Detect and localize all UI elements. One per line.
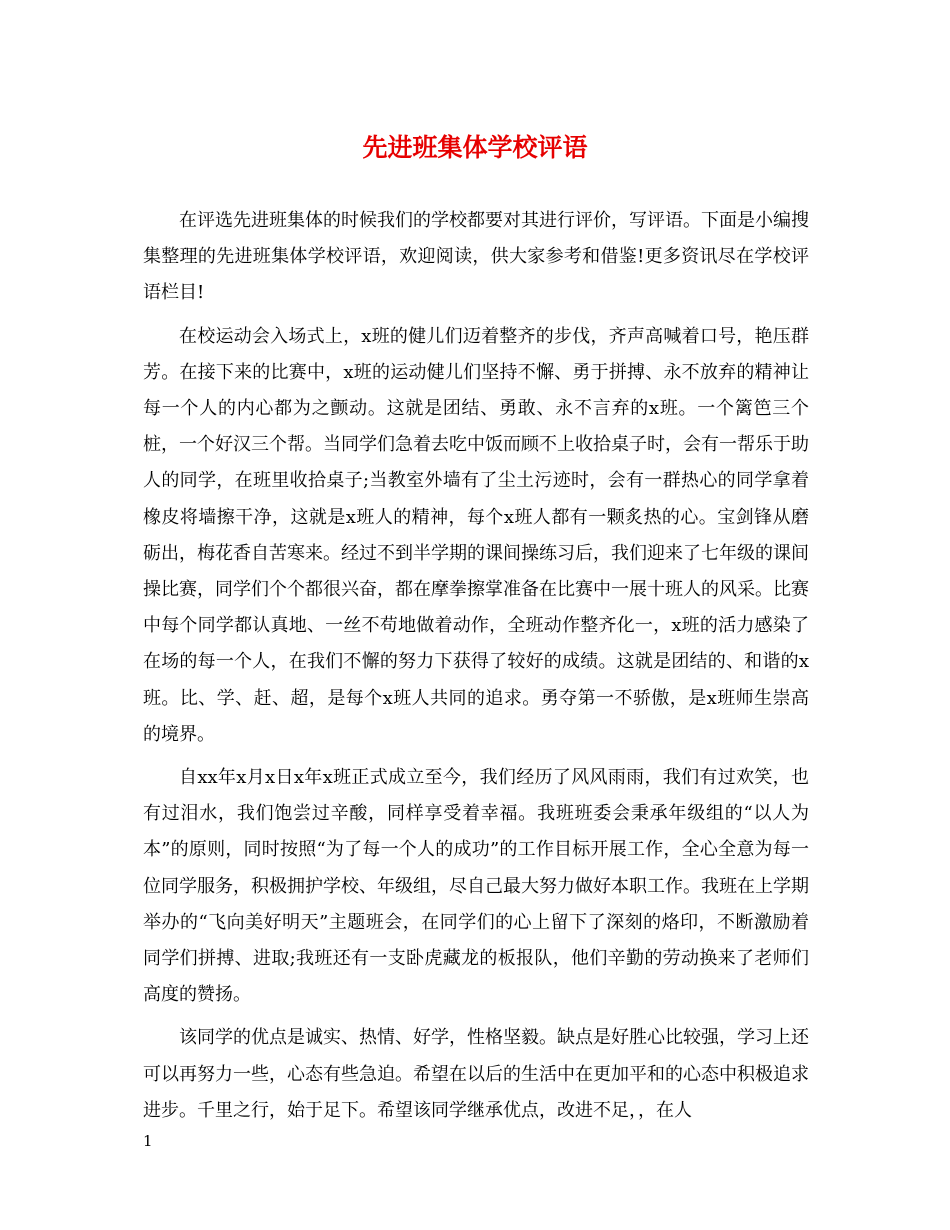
paragraph-student-comment: 该同学的优点是诚实、热情、好学，性格坚毅。缺点是好胜心比较强，学习上还可以再努力一些，心态有些急迫。希望在以后的生活中在更加平和的心态中积极追求进步。千里之行，始于足下。希望该同学继承优点，改进不足，，在人 — [143, 1027, 809, 1121]
document-body — [143, 203, 809, 1136]
document-title: 先进班集体学校评语 — [362, 133, 588, 162]
paragraph-class-history: 自xx年x月x日x年x班正式成立至今，我们经历了风风雨雨，我们有过欢笑，也有过泪水，我们饱尝过辛酸，同样享受着幸福。我班班委会秉承年级组的“以人为本”的原则，同时按照“为了每一个人的成功”的工作目标开展工作，全心全意为每一位同学服务，积极拥护学校、年级组，尽自己最大努力做好本职工作。我班在上学期举办的“飞向美好明天”主题班会，在同学们的心上留下了深刻的烙印，不断激励着同学们拼搏、进取;我班还有一支卧虎藏龙的板报队，他们辛勤的劳动换来了老师们高度的赞扬。 — [143, 767, 809, 1006]
page-number: 1 — [143, 1132, 153, 1150]
paragraph-sports-meet: 在校运动会入场式上，x班的健儿们迈着整齐的步伐，齐声高喊着口号，艳压群芳。在接下来的比赛中，x班的运动健儿们坚持不懈、勇于拼搏、永不放弃的精神让每一个人的内心都为之颤动。这就是团结、勇敢、永不言弃的x班。一个篱笆三个桩，一个好汉三个帮。当同学们急着去吃中饭而顾不上收拾桌子时，会有一帮乐于助人的同学，在班里收拾桌子;当教室外墙有了尘土污迹时，会有一群热心的同学拿着橡皮将墙擦干净，这就是x班人的精神，每个x班人都有一颗炙热的心。宝剑锋从磨砺出，梅花香自苦寒来。经过不到半学期的课间操练习后，我们迎来了七年级的课间操比赛，同学们个个都很兴奋，都在摩拳擦掌准备在比赛中一展十班人的风采。比赛中每个同学都认真地、一丝不苟地做着动作，全班动作整齐化一，x班的活力感染了在场的每一个人，在我们不懈的努力下获得了较好的成绩。这就是团结的、和谐的x班。比、学、赶、超，是每个x班人共同的追求。勇夺第一不骄傲，是x班师生崇高的境界。 — [143, 325, 809, 745]
paragraph-intro: 在评选先进班集体的时候我们的学校都要对其进行评价，写评语。下面是小编搜集整理的先进班集体学校评语，欢迎阅读，供大家参考和借鉴!更多资讯尽在学校评语栏目! — [143, 210, 809, 304]
